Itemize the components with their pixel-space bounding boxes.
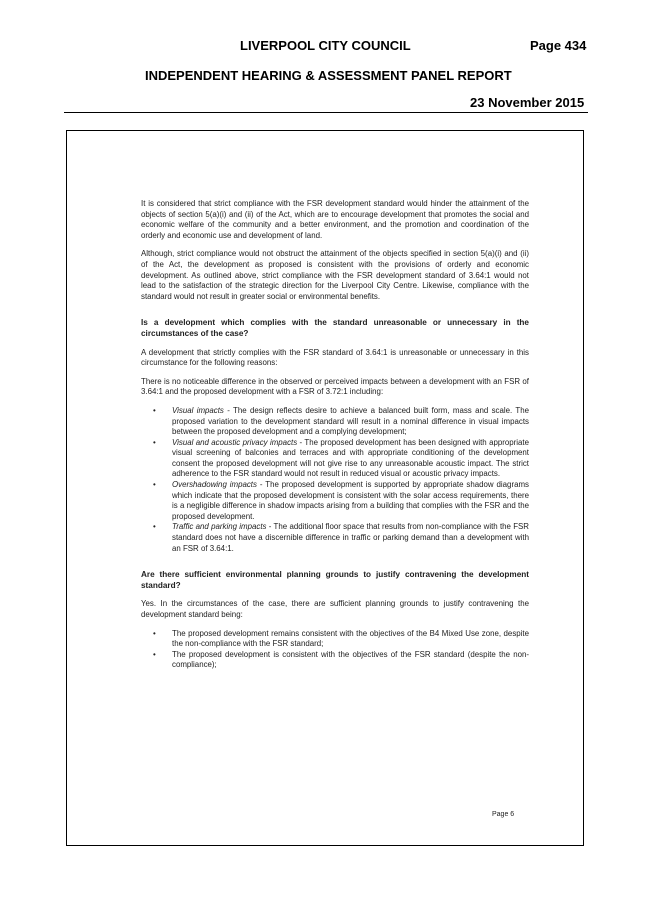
list-item [141, 650, 529, 671]
impacts-list [141, 406, 529, 554]
paragraph-3: A development that strictly complies with the FSR standard of 3.64:1 is unreasonable or unnecessary in this circumstance for the following reasons: [141, 347, 529, 368]
paragraph-1: It is considered that strict compliance with the FSR development standard would hinder the attainment of the objects of section 5(a)(i) and (ii) of the Act, which are to encourage development that promotes the social and economic welfare of the community and a better environment, and the promotion and coordination of the orderly and economic use and development of land. [141, 199, 529, 240]
impact-title: Traffic and parking impacts [172, 522, 267, 532]
list-item [141, 522, 529, 554]
bullet-icon: • [153, 522, 156, 532]
inner-page-number: Page 6 [492, 811, 515, 818]
impact-text: - The additional floor space that results from non-compliance with the FSR standard does not have a discernible difference in traffic or parking demand than a development with an FSR of 3.64:1. [172, 522, 530, 553]
paragraph-5: Yes. In the circumstances of the case, there are sufficient planning grounds to justify contravening the development standard being: [141, 599, 529, 619]
document-body [141, 199, 529, 681]
list-item [141, 629, 529, 650]
impact-text: - The proposed development has been designed with appropriate visual screening of balconies and terraces and with appropriate conditioning of the development consent the proposed development will not give rise to any unreasonable acoustic impact. The strict adherence to the FSR standard would not result in reduced visual or acoustic privacy impacts. [172, 437, 529, 479]
paragraph-4: There is no noticeable difference in the observed or perceived impacts between a development with an FSR of 3.64:1 and the proposed development with a FSR of 3.72:1 including: [141, 376, 529, 397]
list-item [141, 406, 529, 438]
impact-title: Visual and acoustic privacy impacts [172, 437, 298, 447]
report-date: 23 November 2015 [470, 95, 585, 110]
impact-title: Visual impacts [172, 405, 224, 415]
impact-text: - The proposed development is supported by appropriate shadow diagrams which indicate that the proposed development is consistent with the solar access requirements, there is a negligible difference in shadow impacts arising from a building that complies with the FSR and the proposed development. [172, 480, 529, 521]
question-heading-2: Are there sufficient environmental planning grounds to justify contravening the development standard? [141, 570, 529, 590]
report-title: INDEPENDENT HEARING & ASSESSMENT PANEL REPORT [145, 68, 512, 83]
bullet-icon: • [153, 405, 156, 415]
ground-text: The proposed development is consistent with the objectives of the FSR standard (despite the non-compliance); [172, 649, 529, 670]
impact-text: - The design reflects desire to achieve a balanced built form, mass and scale. The proposed variation to the development standard will result in a nominal difference in visual impacts between the proposed development and a complying development; [172, 405, 530, 437]
paragraph-2: Although, strict compliance would not obstruct the attainment of the objects specified in section 5(a)(i) and (ii) of the Act, the development as proposed is consistent with the provisions of orderly and economic development. As outlined above, strict compliance with the FSR development standard of 3.64:1 would not lead to the satisfaction of the strategic direction for the Liverpool City Centre. Likewise, compliance with the standard would not result in greater social or environmental benefits. [141, 249, 529, 301]
organization-name: LIVERPOOL CITY COUNCIL [240, 38, 411, 53]
grounds-list [141, 629, 529, 671]
ground-text: The proposed development remains consistent with the objectives of the B4 Mixed Use zone, despite the non-compliance with the FSR standard; [172, 628, 529, 649]
header-divider [64, 112, 588, 113]
bullet-icon: • [153, 649, 156, 659]
page-number: Page 434 [530, 38, 587, 53]
bullet-icon: • [153, 480, 156, 490]
list-item [141, 480, 529, 522]
impact-title: Overshadowing impacts [172, 480, 257, 490]
bullet-icon: • [153, 628, 156, 638]
question-heading-1: Is a development which complies with the standard unreasonable or unnecessary in the circumstances of the case? [141, 318, 529, 338]
bullet-icon: • [153, 437, 156, 447]
list-item [141, 438, 529, 480]
